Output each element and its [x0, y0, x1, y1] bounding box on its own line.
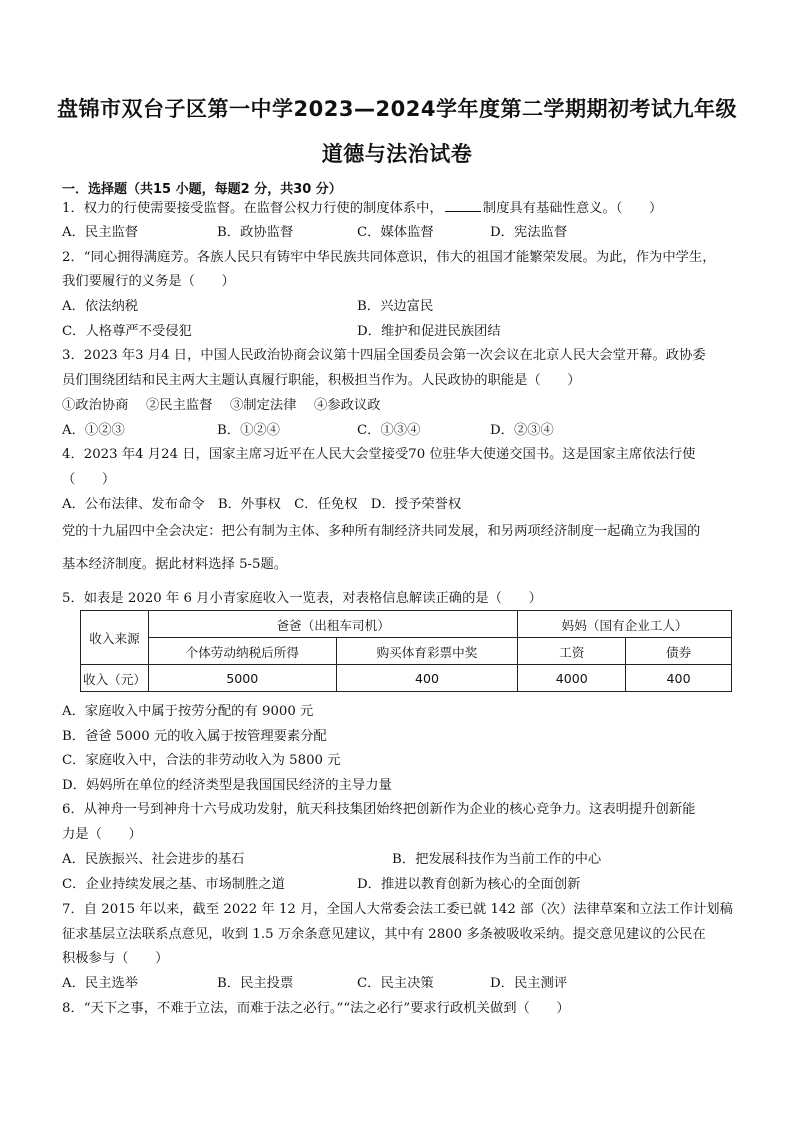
- table-subheader: 债券: [626, 638, 732, 665]
- question-1-stem-part1: 1．权力的行使需要接受监督。在监督公权力行使的制度体系中，: [62, 201, 443, 216]
- question-7-line2: 征求基层立法联系点意见，收到 1.5 万余条意见建议，其中有 2800 多条被吸收采纳。提交意见建议的公民在: [62, 927, 706, 942]
- table-row-label: 收入（元）: [81, 665, 149, 692]
- question-3-line1: 3．2023 年3 月4 日，中国人民政治协商会议第十四届全国委员会第一次会议在北京人民大会堂开幕。政协委: [62, 348, 706, 363]
- question-2-line1: 2．“同心拥得满庭芳。各族人民只有铸牢中华民族共同体意识，伟大的祖国才能繁荣发展。为此，作为中学生，: [62, 250, 716, 265]
- question-7-option-a: A．民主选举: [62, 976, 139, 991]
- question-3-option-c: C．①③④: [357, 423, 421, 438]
- question-6-option-c: C．企业持续发展之基、市场制胜之道: [62, 877, 285, 892]
- question-6-option-a: A．民族振兴、社会进步的基石: [62, 852, 245, 867]
- question-3-items: ①政治协商 ②民主监督 ③制定法律 ④参政议政: [62, 398, 381, 413]
- question-5-option-b: B．爸爸 5000 元的收入属于按管理要素分配: [62, 729, 327, 744]
- question-7-option-b: B．民主投票: [217, 976, 294, 991]
- question-4-line1: 4．2023 年4 月24 日，国家主席习近平在人民大会堂接受70 位驻华大使递交国书。这是国家主席依法行使: [62, 447, 696, 462]
- table-row: [81, 611, 732, 638]
- table-cell: 4000: [518, 665, 626, 692]
- question-3-option-b: B．①②④: [217, 423, 280, 438]
- question-3-option-a: A．①②③: [62, 423, 125, 438]
- table-header-source: 收入来源: [81, 611, 149, 665]
- question-7-option-c: C．民主决策: [357, 976, 434, 991]
- section-heading: 一．选择题（共15 小题，每题2 分，共30 分）: [62, 182, 342, 197]
- table-cell: 5000: [148, 665, 336, 692]
- exam-title-line1: 盘锦市双台子区第一中学2023—2024学年度第二学期期初考试九年级: [57, 97, 737, 121]
- table-row: [81, 665, 732, 692]
- table-cell: 400: [336, 665, 518, 692]
- exam-title-line2: 道德与法治试卷: [321, 142, 473, 166]
- question-5-option-a: A．家庭收入中属于按劳分配的有 9000 元: [62, 704, 314, 719]
- question-6-option-b: B．把发展科技作为当前工作的中心: [392, 852, 602, 867]
- question-2-line2: 我们要履行的义务是（ ）: [62, 274, 235, 289]
- table-cell: 400: [626, 665, 732, 692]
- material-line1: 党的十九届四中全会决定：把公有制为主体、多种所有制经济共同发展，和另两项经济制度一起确立为我国的: [62, 524, 701, 539]
- table-header-mom: 妈妈（国有企业工人）: [518, 611, 732, 638]
- table-row: [81, 638, 732, 665]
- question-2-option-d: D．维护和促进民族团结: [357, 324, 501, 339]
- question-4-options: A．公布法律、发布命令 B．外事权 C．任免权 D．授予荣誉权: [62, 497, 462, 512]
- question-7-line3: 积极参与（ ）: [62, 951, 169, 966]
- question-1-option-a: A．民主监督: [62, 225, 139, 240]
- table-subheader: 购买体育彩票中奖: [336, 638, 518, 665]
- question-2-option-b: B．兴边富民: [357, 299, 434, 314]
- question-4-line2: （ ）: [62, 472, 116, 487]
- question-3-line2: 员们围绕团结和民主两大主题认真履行职能，积极担当作为。人民政协的职能是（ ）: [62, 373, 581, 388]
- question-2-option-a: A．依法纳税: [62, 299, 139, 314]
- material-line2: 基本经济制度。据此材料选择 5-5题。: [62, 557, 288, 572]
- question-6-option-d: D．推进以教育创新为核心的全面创新: [357, 877, 581, 892]
- question-6-line2: 力是（ ）: [62, 827, 142, 842]
- question-1-option-d: D．宪法监督: [490, 225, 568, 240]
- question-6-line1: 6．从神舟一号到神舟十六号成功发射，航天科技集团始终把创新作为企业的核心竞争力。这表明提升创新能: [62, 802, 696, 817]
- answer-blank: [445, 199, 481, 212]
- question-1-stem-part2: 制度具有基础性意义。（ ）: [482, 201, 663, 216]
- table-subheader: 个体劳动纳税后所得: [148, 638, 336, 665]
- question-1-option-c: C．媒体监督: [357, 225, 434, 240]
- question-5-option-d: D．妈妈所在单位的经济类型是我国国民经济的主导力量: [62, 778, 392, 793]
- table-subheader: 工资: [518, 638, 626, 665]
- question-5-stem: 5．如表是 2020 年 6 月小青家庭收入一览表，对表格信息解读正确的是（ ）: [62, 591, 542, 606]
- question-8-line1: 8．“天下之事，不难于立法，而难于法之必行。”“法之必行”要求行政机关做到（ ）: [62, 1001, 570, 1016]
- question-1-option-b: B．政协监督: [217, 225, 294, 240]
- question-2-option-c: C．人格尊严不受侵犯: [62, 324, 192, 339]
- table-header-dad: 爸爸（出租车司机）: [148, 611, 517, 638]
- question-7-option-d: D．民主测评: [490, 976, 568, 991]
- question-7-line1: 7．自 2015 年以来，截至 2022 年 12 月，全国人大常委会法工委已就 142 部（次）法律草案和立法工作计划稿: [62, 902, 733, 917]
- income-table: [80, 610, 732, 692]
- question-1-stem: [62, 199, 662, 218]
- question-5-option-c: C．家庭收入中，合法的非劳动收入为 5800 元: [62, 753, 341, 768]
- question-3-option-d: D．②③④: [490, 423, 554, 438]
